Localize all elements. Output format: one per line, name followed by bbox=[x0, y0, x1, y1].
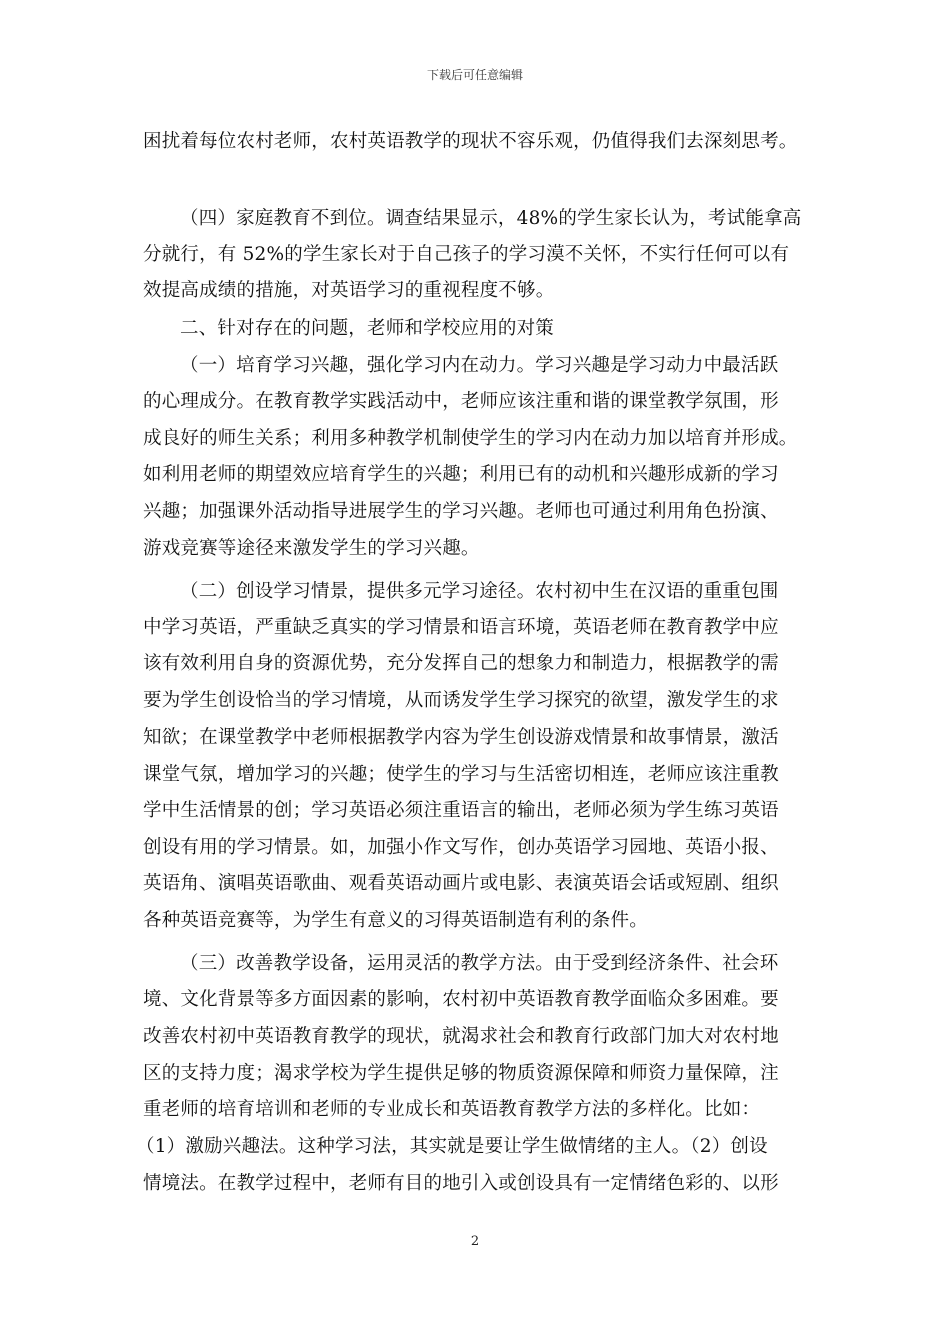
text-line: 英语角、演唱英语歌曲、观看英语动画片或电影、表演英语会话或短剧、组织 bbox=[143, 873, 779, 894]
text-line: （1）激励兴趣法。这种学习法，其实就是要让学生做情绪的主人。（2）创设 bbox=[136, 1136, 768, 1157]
text-line: （一）培育学习兴趣，强化学习内在动力。学习兴趣是学习动力中最活跃 bbox=[180, 355, 779, 376]
text-line: 改善农村初中英语教育教学的现状，就渴求社会和教育行政部门加大对农村地 bbox=[143, 1026, 779, 1047]
text-line: 该有效利用自身的资源优势，充分发挥自己的想象力和制造力，根据教学的需 bbox=[143, 653, 779, 674]
text-line: 如利用老师的期望效应培育学生的兴趣；利用已有的动机和兴趣形成新的学习 bbox=[143, 464, 779, 485]
section-heading: 二、针对存在的问题，老师和学校应用的对策 bbox=[180, 318, 555, 339]
text-line: 困扰着每位农村老师，农村英语教学的现状不容乐观，仍值得我们去深刻思考。 bbox=[143, 131, 798, 152]
text-line: 成良好的师生关系；利用多种教学机制使学生的学习内在动力加以培育并形成。 bbox=[143, 428, 798, 449]
text-line: （二）创设学习情景，提供多元学习途径。农村初中生在汉语的重重包围 bbox=[180, 581, 779, 602]
text-line: 效提高成绩的措施，对英语学习的重视程度不够。 bbox=[143, 280, 555, 301]
text-line: （四）家庭教育不到位。调查结果显示，48%的学生家长认为，考试能拿高 bbox=[180, 208, 802, 229]
text-line: 的心理成分。在教育教学实践活动中，老师应该注重和谐的课堂教学氛围，形 bbox=[143, 391, 779, 412]
text-line: 创设有用的学习情景。如，加强小作文写作，创办英语学习园地、英语小报、 bbox=[143, 837, 779, 858]
text-line: 要为学生创设恰当的学习情境，从而诱发学生学习探究的欲望，激发学生的求 bbox=[143, 690, 779, 711]
text-line: 学中生活情景的创；学习英语必须注重语言的输出，老师必须为学生练习英语 bbox=[143, 800, 779, 821]
text-line: 中学习英语，严重缺乏真实的学习情景和语言环境，英语老师在教育教学中应 bbox=[143, 617, 779, 638]
text-line: 兴趣；加强课外活动指导进展学生的学习兴趣。老师也可通过利用角色扮演、 bbox=[143, 501, 779, 522]
text-line: 各种英语竞赛等，为学生有意义的习得英语制造有利的条件。 bbox=[143, 910, 648, 931]
text-line: （三）改善教学设备，运用灵活的教学方法。由于受到经济条件、社会环 bbox=[180, 953, 779, 974]
text-line: 情境法。在教学过程中，老师有目的地引入或创设具有一定情绪色彩的、以形 bbox=[143, 1173, 779, 1194]
text-line: 区的支持力度；渴求学校为学生提供足够的物质资源保障和师资力量保障，注 bbox=[143, 1063, 779, 1084]
text-line: 境、文化背景等多方面因素的影响，农村初中英语教育教学面临众多困难。要 bbox=[143, 989, 779, 1010]
text-line: 重老师的培育培训和老师的专业成长和英语教育教学方法的多样化。比如： bbox=[143, 1099, 761, 1120]
text-line: 分就行，有 52%的学生家长对于自己孩子的学习漠不关怀，不实行任何可以有 bbox=[143, 244, 790, 265]
page-number: 2 bbox=[470, 1234, 480, 1249]
text-line: 游戏竞赛等途径来激发学生的学习兴趣。 bbox=[143, 538, 480, 559]
page-header: 下载后可任意编辑 bbox=[426, 68, 523, 82]
text-line: 课堂气氛，增加学习的兴趣；使学生的学习与生活密切相连，老师应该注重教 bbox=[143, 764, 779, 785]
text-line: 知欲；在课堂教学中老师根据教学内容为学生创设游戏情景和故事情景，激活 bbox=[143, 727, 779, 748]
